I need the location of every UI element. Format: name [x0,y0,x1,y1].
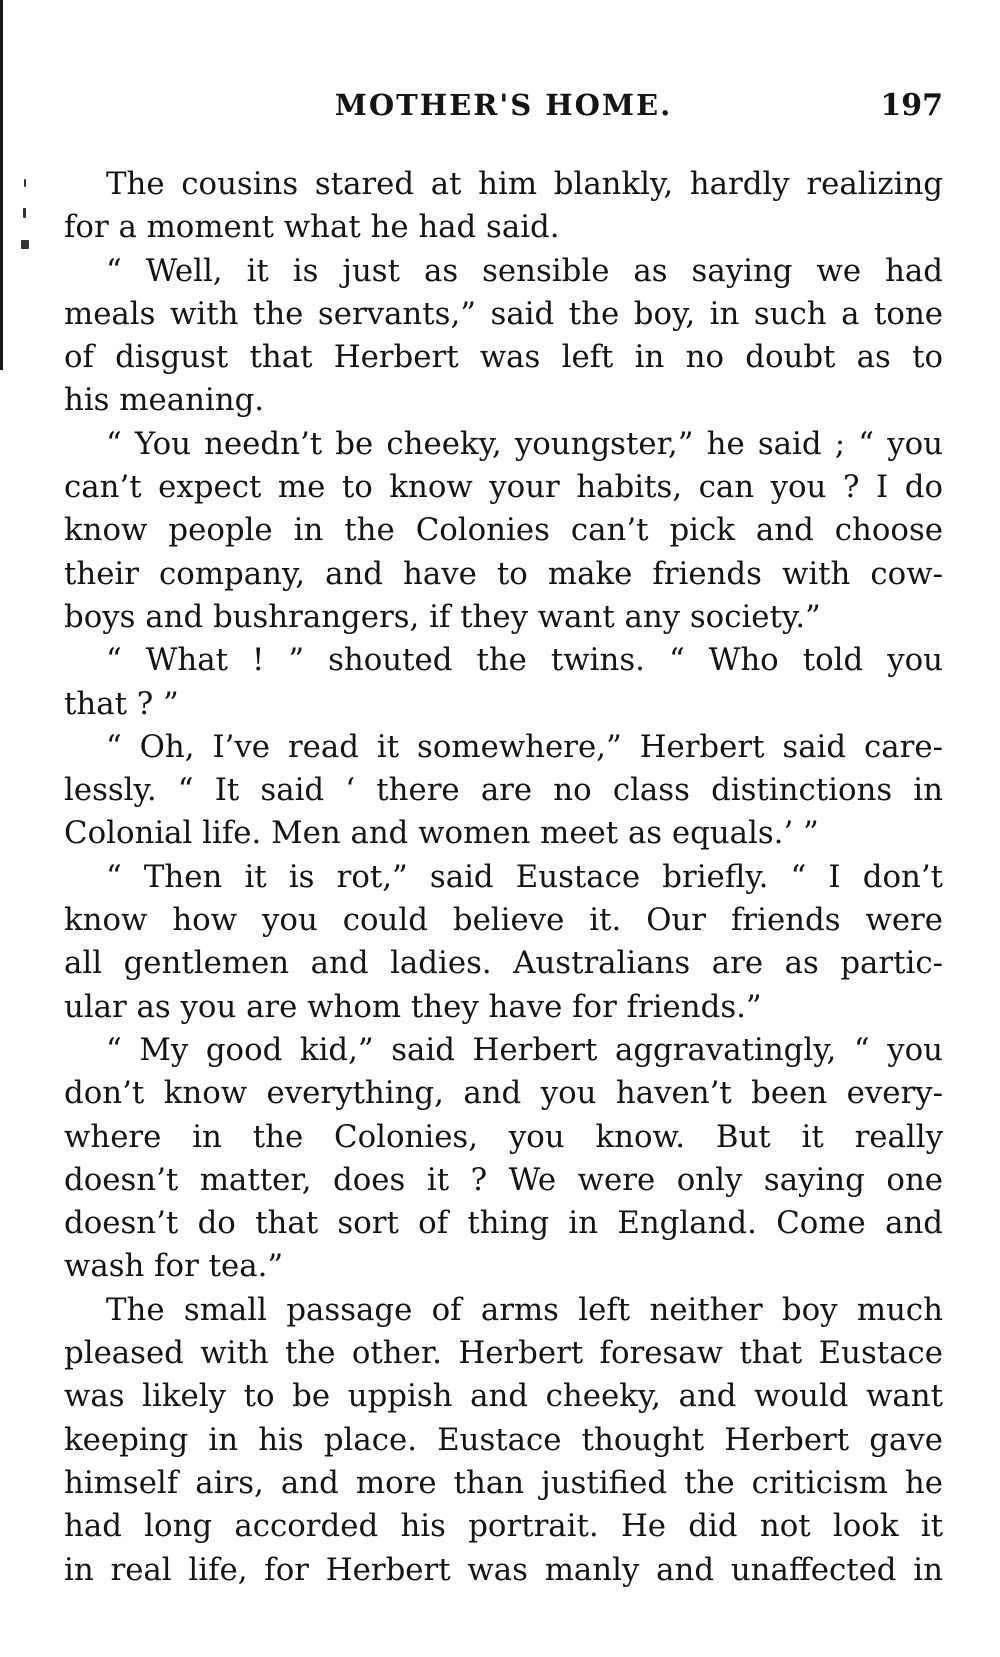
text-line: was likely to be uppish and cheeky, and would want [64,1378,943,1415]
text-line: Colonial life. Men and women meet as equals.’ ” [64,815,819,852]
margin-speck [24,179,26,187]
text-line: that ? ” [64,685,179,722]
text-line: had long accorded his portrait. He did not look it [64,1508,943,1545]
text-line: “ Well, it is just as sensible as saying we had [106,252,943,289]
text-line: all gentlemen and ladies. Australians are as partic- [64,945,943,982]
text-line: for a moment what he had said. [64,209,560,246]
text-line: “ My good kid,” said Herbert aggravatingly, “ you [106,1031,943,1068]
text-line: wash for tea.” [64,1248,284,1285]
text-line: “ What ! ” shouted the twins. “ Who told you [106,642,943,679]
text-line: can’t expect me to know your habits, can you ? I do [64,469,943,506]
text-line: in real life, for Herbert was manly and unaffected in [64,1551,943,1588]
text-line: their company, and have to make friends with cow- [64,555,943,592]
text-line: ular as you are whom they have for friends.” [64,988,762,1025]
page-number: 197 [880,88,943,123]
text-line: meals with the servants,” said the boy, in such a tone [64,295,943,332]
text-line: where in the Colonies, you know. But it really [64,1118,943,1155]
text-line: keeping in his place. Eustace thought Herbert gave [64,1421,943,1458]
text-line: pleased with the other. Herbert foresaw that Eustace [64,1335,943,1372]
text-line: “ Then it is rot,” said Eustace briefly. “ I don’t [106,858,943,895]
text-line: don’t know everything, and you haven’t been every- [64,1075,943,1112]
page-binding-edge [0,0,3,370]
body-text [64,163,943,1592]
text-line: know how you could believe it. Our friends were [64,902,943,939]
text-line: lessly. “ It said ‘ there are no class distinctions in [64,772,943,809]
text-line: “ You needn’t be cheeky, youngster,” he said ; “ you [106,425,943,462]
text-line: “ Oh, I’ve read it somewhere,” Herbert said care- [106,728,943,765]
margin-speck [23,208,26,218]
text-line: boys and bushrangers, if they want any society.” [64,598,821,635]
text-line: doesn’t matter, does it ? We were only saying one [64,1161,943,1198]
text-line: The small passage of arms left neither boy much [106,1291,943,1328]
text-line: doesn’t do that sort of thing in England. Come and [64,1205,943,1242]
running-title: MOTHER'S HOME. [334,88,673,122]
margin-speck [21,240,29,249]
page-header [64,88,943,128]
text-line: of disgust that Herbert was left in no doubt as to [64,339,943,376]
text-line: his meaning. [64,382,265,419]
text-line: The cousins stared at him blankly, hardly realizing [106,166,943,202]
text-line: himself airs, and more than justified the criticism he [64,1464,943,1501]
text-line: know people in the Colonies can’t pick and choose [64,512,943,549]
